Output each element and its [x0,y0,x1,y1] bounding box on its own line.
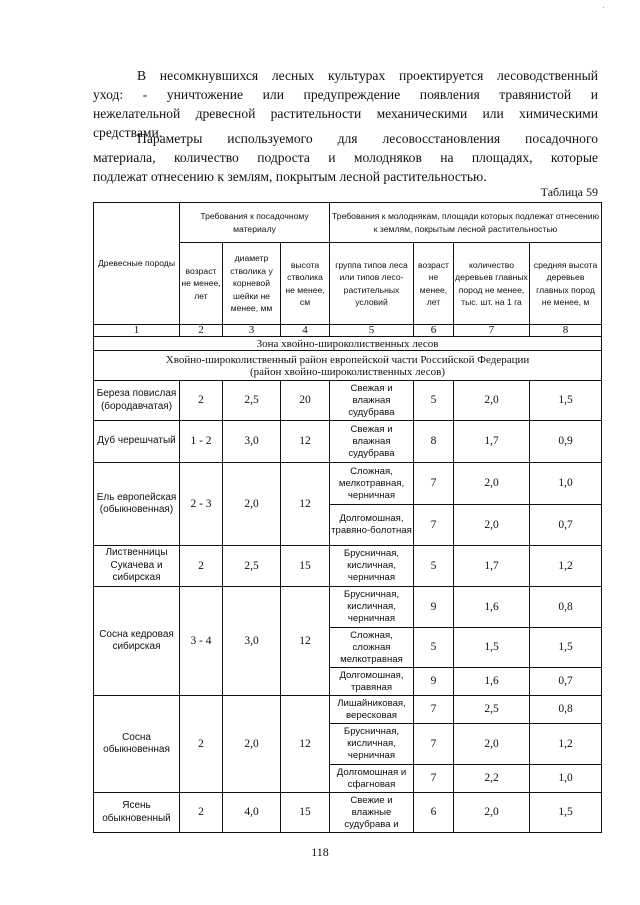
text-line: уход: - уничтожение или предупреждение появления травянистой и [93,87,598,102]
header-tree-count: количество деревьев главных пород не менее, тыс. шт. на 1 га [454,243,530,325]
avg-height-cell: 0,8 [530,696,602,724]
header-young-age: возраст не менее, лет [414,243,454,325]
table-row [94,546,602,587]
species-cell: Береза повислая (бородавчатая) [94,381,180,421]
stem-height-cell: 20 [281,381,330,421]
forest-type-cell: Свежие и влажные судубрава и [330,793,414,833]
tree-count-cell: 2,0 [454,793,530,833]
avg-height-cell: 0,7 [530,668,602,696]
young-age-cell: 7 [414,724,454,765]
region-line: (район хвойно-широколиственных лесов) [250,365,446,378]
species-cell: Дуб черешчатый [94,421,180,463]
forest-type-cell: Свежая и влажная судубрава [330,421,414,463]
forest-type-cell: Лишайниковая, вересковая [330,696,414,724]
tree-count-cell: 2,0 [454,381,530,421]
young-age-cell: 6 [414,793,454,833]
avg-height-cell: 1,2 [530,546,602,587]
planting-age-cell: 2 - 3 [180,463,223,546]
tree-count-cell: 2,5 [454,696,530,724]
table-caption: Таблица 59 [540,185,598,199]
forest-type-cell: Сложная, мелкотравная, черничная [330,463,414,505]
header-stem-height: высота стволика не менее, см [281,243,330,325]
column-number: 1 [94,325,180,337]
page-number: 118 [311,845,329,859]
tree-count-cell: 1,6 [454,668,530,696]
region-line: Хвойно-широколиственный район европейской части Российской Федерации [165,353,530,366]
column-number: 4 [281,325,330,337]
species-cell: Лиственницы Сукачева и сибирская [94,546,180,587]
column-number: 2 [180,325,223,337]
avg-height-cell: 0,9 [530,421,602,463]
young-age-cell: 5 [414,628,454,668]
planting-requirements-table [93,202,602,833]
forest-type-cell: Долгомошная, травяная [330,668,414,696]
diameter-cell: 2,5 [223,381,281,421]
column-number: 7 [454,325,530,337]
text-line: нежелательной древесной растительности механическими или химическими [93,106,598,121]
avg-height-cell: 1,5 [530,628,602,668]
table-row [94,793,602,833]
header-avg-height: средняя высота деревьев главных пород не менее, м [530,243,602,325]
params-paragraph [93,129,598,186]
avg-height-cell: 1,2 [530,724,602,765]
tree-count-cell: 2,0 [454,463,530,505]
avg-height-cell: 1,0 [530,463,602,505]
avg-height-cell: 1,5 [530,381,602,421]
table-row [94,587,602,628]
young-age-cell: 7 [414,765,454,793]
tree-count-cell: 2,2 [454,765,530,793]
forest-type-cell: Свежая и влажная судубрава [330,381,414,421]
planting-age-cell: 2 [180,696,223,793]
species-cell: Ель европейская (обыкновенная) [94,463,180,546]
tree-count-cell: 1,7 [454,421,530,463]
avg-height-cell: 0,7 [530,505,602,546]
young-age-cell: 5 [414,381,454,421]
young-age-cell: 7 [414,463,454,505]
text-line: средствами. [93,125,163,140]
forest-type-cell: Сложная, сложная мелкотравная [330,628,414,668]
diameter-cell: 4,0 [223,793,281,833]
header-planting-material: Требования к посадочному материалу [180,203,330,243]
text-line: В несомкнувшихся лесных культурах проектируется лесоводственный [137,68,598,83]
diameter-cell: 2,5 [223,546,281,587]
diameter-cell: 2,0 [223,463,281,546]
stem-height-cell: 12 [281,463,330,546]
avg-height-cell: 0,8 [530,587,602,628]
column-number: 8 [530,325,602,337]
table-row [94,381,602,421]
table-row [94,696,602,724]
diameter-cell: 2,0 [223,696,281,793]
stem-height-cell: 12 [281,696,330,793]
young-age-cell: 7 [414,696,454,724]
young-age-cell: 9 [414,587,454,628]
header-young-stands: Требования к молоднякам, площади которых подлежат отнесению к землям, покрытым лесной растительностью [330,203,602,243]
text-line: материала, количество подроста и молодняков на площадях, которые [93,150,598,165]
text-line: Параметры используемого для лесовосстановления посадочного [137,131,598,146]
header-forest-type: группа типов леса или типов лесо-растительных условий [330,243,414,325]
table-row [94,421,602,463]
planting-age-cell: 2 [180,546,223,587]
header-age: возраст не менее, лет [180,243,223,325]
tree-count-cell: 1,7 [454,546,530,587]
stem-height-cell: 15 [281,546,330,587]
header-species: Древесные породы [94,203,180,325]
species-cell: Сосна обыкновенная [94,696,180,793]
young-age-cell: 8 [414,421,454,463]
scan-artifact-mark [603,7,604,8]
planting-age-cell: 3 - 4 [180,587,223,696]
tree-count-cell: 2,0 [454,505,530,546]
stem-height-cell: 12 [281,421,330,463]
species-cell: Ясень обыкновенный [94,793,180,833]
avg-height-cell: 1,5 [530,793,602,833]
forest-type-cell: Брусничная, кисличная, черничная [330,724,414,765]
table-row [94,463,602,505]
diameter-cell: 3,0 [223,421,281,463]
text-line: подлежат отнесению к землям, покрытым лесной растительностью. [93,169,487,184]
young-age-cell: 5 [414,546,454,587]
forest-type-cell: Долгомошная и сфагновая [330,765,414,793]
tree-count-cell: 1,5 [454,628,530,668]
header-diameter: диаметр стволика у корневой шейки не менее, мм [223,243,281,325]
planting-age-cell: 2 [180,793,223,833]
column-number: 6 [414,325,454,337]
tree-count-cell: 2,0 [454,724,530,765]
planting-age-cell: 2 [180,381,223,421]
forest-type-cell: Брусничная, кисличная, черничная [330,546,414,587]
young-age-cell: 9 [414,668,454,696]
tree-count-cell: 1,6 [454,587,530,628]
region-heading [94,351,602,381]
diameter-cell: 3,0 [223,587,281,696]
planting-age-cell: 1 - 2 [180,421,223,463]
forest-type-cell: Брусничная, кисличная, черничная [330,587,414,628]
young-age-cell: 7 [414,505,454,546]
avg-height-cell: 1,0 [530,765,602,793]
stem-height-cell: 15 [281,793,330,833]
zone-heading: Зона хвойно-широколиственных лесов [94,337,602,351]
column-number: 3 [223,325,281,337]
stem-height-cell: 12 [281,587,330,696]
forest-type-cell: Долгомошная, травяно-болотная [330,505,414,546]
species-cell: Сосна кедровая сибирская [94,587,180,696]
column-number: 5 [330,325,414,337]
